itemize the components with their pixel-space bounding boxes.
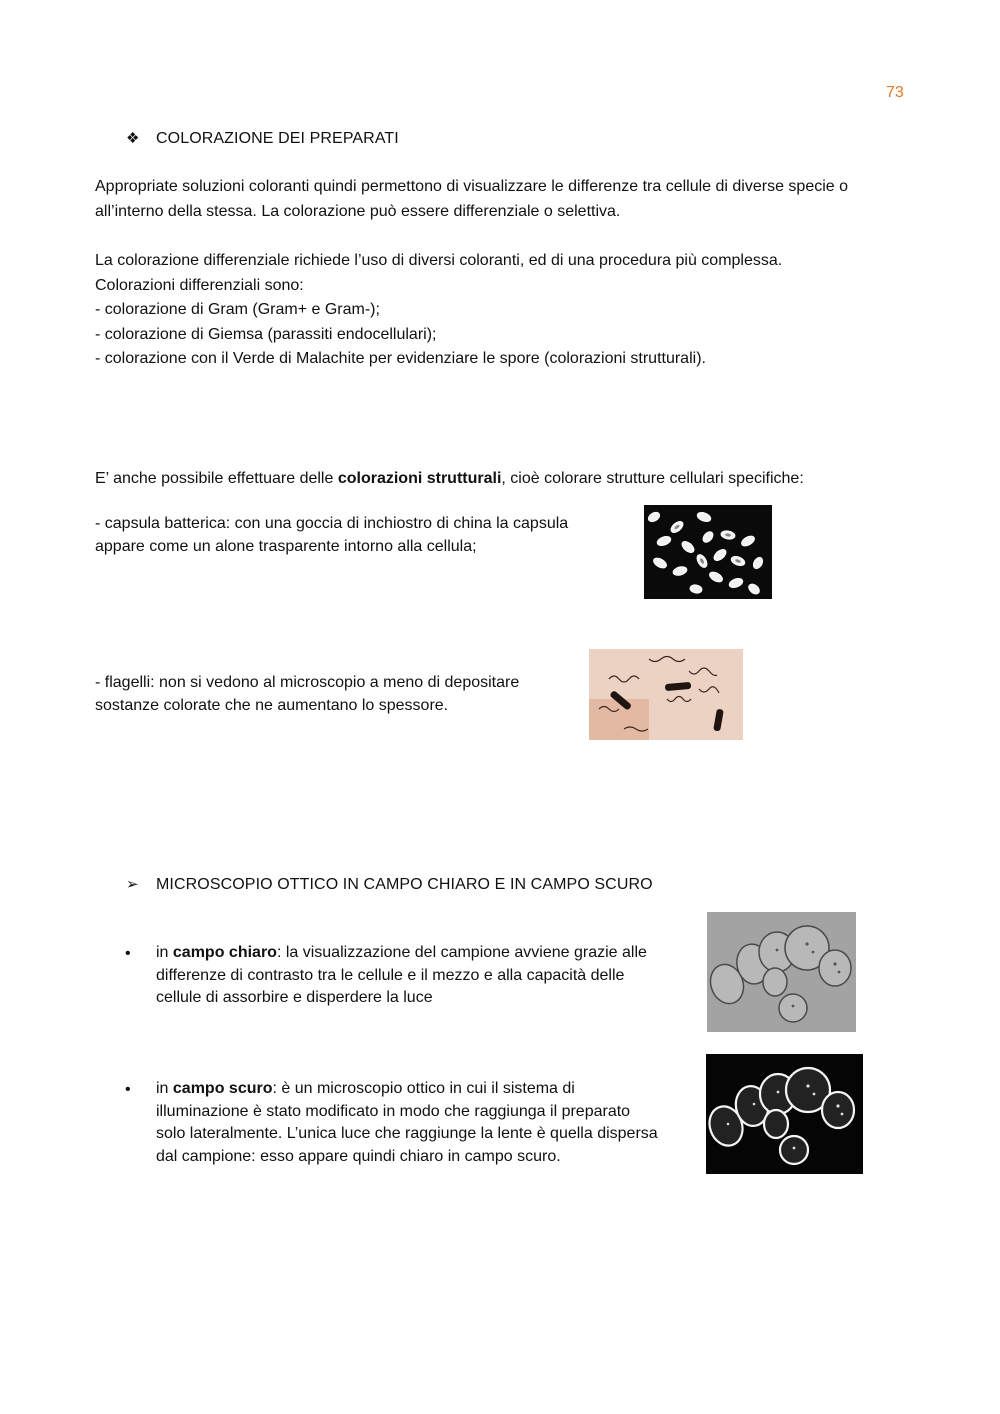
bright-field-bullet-icon: • [125, 945, 131, 962]
section-heading-microscopio: MICROSCOPIO OTTICO IN CAMPO CHIARO E IN CAMPO SCURO [156, 876, 653, 893]
dark-field-line-4: dal campione: esso appare quindi chiaro in campo scuro. [156, 1148, 561, 1166]
bright-field-bold: campo chiaro [172, 944, 277, 961]
differential-line-3: - colorazione di Gram (Gram+ e Gram-); [95, 301, 380, 318]
section-heading-colorazione: COLORAZIONE DEI PREPARATI [156, 130, 399, 147]
flagella-paragraph [95, 672, 519, 717]
dark-field-bold: campo scuro [172, 1080, 273, 1097]
differential-line-5: - colorazione con il Verde di Malachite per evidenziare le spore (colorazioni strutturali). [95, 350, 706, 367]
flagella-line-2: sostanze colorate che ne aumentano lo spessore. [95, 696, 449, 714]
bright-field-micrograph-image [707, 912, 856, 1032]
capsule-line-1: - capsula batterica: con una goccia di inchiostro di china la capsula [95, 515, 569, 532]
differential-line-4: - colorazione di Giemsa (parassiti endocellulari); [95, 325, 437, 343]
dark-field-bullet-icon: • [125, 1081, 131, 1098]
structural-staining-sentence: E’ anche possibile effettuare delle colorazioni strutturali, cioè colorare strutture cellulari specifiche: [95, 470, 804, 487]
capsule-micrograph-image [644, 505, 772, 599]
structural-staining-bold: colorazioni strutturali [337, 470, 502, 487]
bright-field-line-3: cellule di assorbire e disperdere la luce [156, 989, 433, 1006]
capsule-paragraph [95, 513, 568, 558]
flagella-micrograph-image [589, 649, 743, 740]
intro-line-1: Appropriate soluzioni coloranti quindi permettono di visualizzare le differenze tra cellule di diverse specie o [95, 178, 849, 195]
dark-field-paragraph: in campo scuro: è un microscopio ottico in cui il sistema di illuminazione è stato modificato in modo che raggiunga il preparato solo lateralmente. L’unica luce che raggiunge la lente è quella dispersa dal campione: esso appare quindi chiaro in campo scuro. [156, 1078, 658, 1169]
page-number: 73 [886, 84, 904, 101]
diamond-bullet-icon: ❖ [126, 130, 140, 147]
dark-field-line-3: solo lateralmente. L’unica luce che raggiunge la lente è quella dispersa [156, 1125, 658, 1143]
arrow-bullet-icon: ➢ [126, 876, 139, 893]
flagella-line-1: - flagelli: non si vedono al microscopio a meno di depositare [95, 674, 520, 691]
differential-staining-paragraph [95, 249, 782, 372]
bright-field-paragraph: in campo chiaro: la visualizzazione del campione avviene grazie alle differenze di contrasto tra le cellule e il mezzo e alla capacità delle cellule di assorbire e disperdere la luce [156, 942, 647, 1010]
dark-field-line-2: illuminazione è stato modificato in modo che raggiunga il preparato [156, 1102, 631, 1120]
dark-field-micrograph-image [706, 1054, 863, 1174]
differential-line-1: La colorazione differenziale richiede l’uso di diversi coloranti, ed di una procedura più complessa. [95, 252, 783, 269]
capsule-line-2: appare come un alone trasparente intorno alla cellula; [95, 537, 477, 555]
intro-paragraph [95, 175, 848, 224]
bright-field-line-2: differenze di contrasto tra le cellule e il mezzo e alla capacità delle [156, 966, 625, 984]
differential-line-2: Colorazioni differenziali sono: [95, 276, 304, 294]
intro-line-2: all’interno della stessa. La colorazione può essere differenziale o selettiva. [95, 202, 621, 220]
